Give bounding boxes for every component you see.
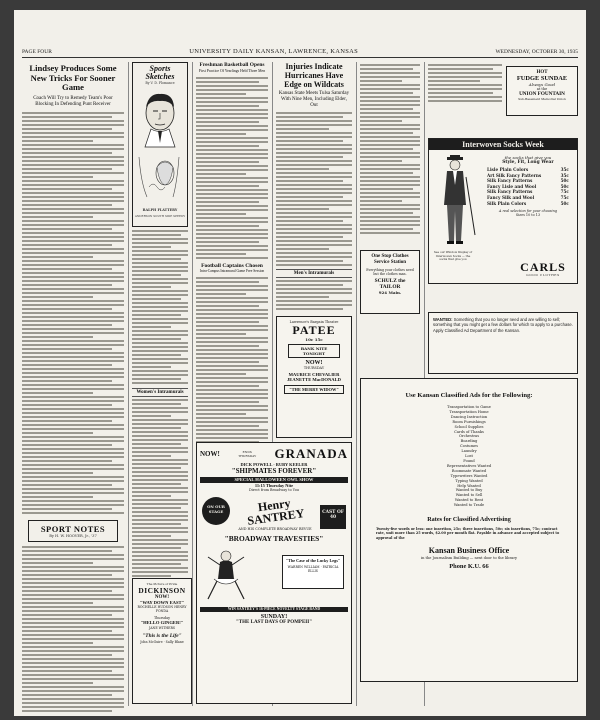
classified-item: Transportation Home xyxy=(449,409,489,414)
headline-freshman: Freshman Basketball Opens xyxy=(199,62,265,68)
classified-item: Typewriters Wanted xyxy=(450,473,488,478)
patee-name: PATEE xyxy=(292,323,336,337)
sports-sketches-byline: By V. D. Flomance xyxy=(145,81,175,85)
granada-now: NOW! xyxy=(200,450,220,458)
onestop-line: Everything your clothes need but the clothes man. xyxy=(366,268,414,276)
office-phone: Phone K.U. 66 xyxy=(449,563,489,571)
article-body-mens xyxy=(276,280,352,312)
subhead-freshman: First Practice Of Yearlings Held Three Men xyxy=(198,69,266,74)
patee-bank-nite: BANK NITE TONIGHT xyxy=(288,344,340,358)
granada-name: GRANADA xyxy=(274,446,348,461)
article-body-col5 xyxy=(360,64,420,234)
article-body-col6 xyxy=(428,64,502,102)
granada-sunday: SUNDAY! xyxy=(260,614,288,621)
sock-item-name: Lisle Plain Colors xyxy=(487,167,529,172)
office-sub: in the Journalism Building — next door to the library xyxy=(420,556,518,561)
article-body-lindsey xyxy=(22,112,124,514)
classified-item: Roommate Wanted xyxy=(451,468,487,473)
granada-film: "SHIPMATES FOREVER" xyxy=(231,467,317,475)
classified-item: Representatives Wanted xyxy=(446,463,492,468)
sock-item-price: 35c xyxy=(560,172,569,178)
classified-item: Laundry xyxy=(461,449,477,454)
column-4 xyxy=(276,62,352,312)
granada-stars: DICK POWELL · RUBY KEELER xyxy=(240,462,308,467)
socks-window: See our Window Display of Interwoven Socks — the socks that give you xyxy=(433,250,473,262)
sketch-caption-name: RALPH FLATTERY xyxy=(142,207,178,212)
socks-price-list xyxy=(481,167,575,206)
fudge-always: Always Good xyxy=(528,82,556,88)
sock-item-price: 50c xyxy=(560,183,569,189)
column-1 xyxy=(22,62,124,712)
ad-hot-fudge xyxy=(506,66,578,116)
subhead-lindsey: Coach Will Try to Remedy Team's Poor Blocking In Defending Punt Receiver xyxy=(33,95,113,107)
granada-act: Henry SANTREY xyxy=(246,495,306,528)
socks-title: Interwoven Socks Week xyxy=(429,139,577,150)
classified-item: Found xyxy=(463,458,475,463)
sport-notes-title: SPORT NOTES xyxy=(40,523,106,534)
classified-item: Dancing Instruction xyxy=(450,414,488,419)
fudge-at: at the xyxy=(536,87,548,92)
dickinson-now: NOW! xyxy=(154,595,170,600)
sock-item-price: 50c xyxy=(560,178,569,184)
ad-one-stop-clothes xyxy=(360,250,420,314)
portrait-sketch-icon xyxy=(135,87,185,205)
column-rule xyxy=(192,62,193,706)
socks-tagline2: Style, Fit, Long Wear xyxy=(502,160,554,165)
granada-special: SPECIAL HALLOWEEN OWL SHOW xyxy=(200,477,348,483)
classified-item: Costumes xyxy=(460,444,478,449)
classified-item: Wanted to Buy xyxy=(455,488,483,493)
patee-tagline: Lawrence's Bargain Theatre xyxy=(289,320,339,324)
fudge-hot: HOT xyxy=(536,70,548,75)
classified-item: Room Furnishings xyxy=(452,419,486,424)
sketch-caption-sub: ANDERSON SOUTH SIDE SPEEDY xyxy=(134,213,186,218)
sports-sketches-title: Sports Sketches xyxy=(145,64,175,81)
classified-list xyxy=(409,405,529,508)
column-3 xyxy=(196,62,268,492)
granada-onstage: ON OUR STAGE xyxy=(202,497,230,525)
patee-prices: 10c 15c xyxy=(305,337,323,342)
granada-feature-stars: WARREN WILLIAM · PATRICIA ELLIS xyxy=(287,565,339,573)
sport-notes-byline: By H. W. HOOVER, Jr., '37 xyxy=(49,533,97,538)
sports-sketches-box xyxy=(132,62,188,227)
classified-item: Cards of Thanks xyxy=(454,429,484,434)
headline-injuries: Injuries Indicate Hurricanes Have Edge on Wildcats xyxy=(284,62,344,89)
granada-special-sub: Direct from Broadway to You xyxy=(249,488,299,492)
classified-item: Typing Wanted xyxy=(455,478,483,483)
subhead-injuries: Kansas State Meets Tulsa Saturday With Nine Men, Including Elder, Out xyxy=(278,91,350,108)
column-rule xyxy=(128,62,129,706)
sock-item-name: Silk Fancy Patterns xyxy=(487,178,533,184)
classified-item: Lost xyxy=(465,454,473,459)
ad-classified xyxy=(360,378,578,682)
column-5 xyxy=(360,62,420,242)
sock-item-price: 75c xyxy=(560,189,569,195)
classified-item: Wanted to Trade xyxy=(453,503,485,508)
patee-now: NOW! xyxy=(305,360,323,366)
fudge-store: UNION FOUNTAIN xyxy=(519,91,565,98)
classified-item: Orchestras xyxy=(458,434,480,439)
sock-item-price: 75c xyxy=(560,194,569,200)
sport-notes-box xyxy=(28,520,118,543)
classified-item: Wanted to Sell xyxy=(455,493,483,498)
dancer-figure-icon xyxy=(204,549,248,605)
ad-dickinson xyxy=(132,578,192,704)
dickinson-thursday: Thursday xyxy=(153,616,171,621)
office-name: Kansan Business Office xyxy=(428,546,510,556)
rates-title: Rates for Classified Advertising xyxy=(427,516,511,524)
article-body-sport-notes xyxy=(22,546,124,712)
article-body-womens xyxy=(132,399,188,601)
classified-item: Wanted to Rent xyxy=(454,498,484,503)
granada-cast: CAST OF 40 xyxy=(320,505,346,529)
patee-film: "THE MERRY WIDOW" xyxy=(284,385,344,394)
sock-item-name: Art Silk Fancy Patterns xyxy=(487,172,542,178)
socks-store: CARLS xyxy=(520,260,566,274)
page-number: PAGE FOUR xyxy=(22,48,52,55)
subhead-football-captains: Intra-Campus Intramural Game Free Session xyxy=(199,269,265,274)
sock-item-price: 35c xyxy=(560,167,569,172)
sock-item-name: Fancy Silk and Wool xyxy=(487,194,535,200)
headline-football-captains: Football Captains Chosen xyxy=(201,263,263,269)
dickinson-stars3: John McGuire · Sally Blane xyxy=(140,639,184,644)
wanted-heading: WANTED: xyxy=(433,317,453,322)
granada-ends: ENDS THURSDAY xyxy=(238,450,257,458)
ad-interwoven-socks xyxy=(428,138,578,284)
granada-act-sub: AND HIS COMPLETE BROADWAY REVUE xyxy=(238,527,312,531)
socks-sizes: Sizes 10 to 13 xyxy=(515,213,541,218)
patee-star2: JEANETTE MacDONALD xyxy=(287,377,341,382)
ad-wanted xyxy=(428,312,578,374)
dickinson-film3: "This is the Life" xyxy=(142,632,182,639)
dickinson-name: DICKINSON xyxy=(138,586,186,595)
granada-feature: "The Case of the Lucky Legs" xyxy=(285,558,341,563)
gentleman-figure-icon xyxy=(433,155,479,247)
issue-date: WEDNESDAY, OCTOBER 30, 1935 xyxy=(495,48,578,55)
column-6 xyxy=(428,62,502,110)
socks-selection: A real selection for your choosing xyxy=(498,209,557,214)
granada-orch: WIN SANTREY'S 16-PIECE NOVELTY STAGE BAND xyxy=(200,607,348,612)
article-body-sketch xyxy=(132,230,188,384)
classified-item: School Supplies xyxy=(454,424,484,429)
granada-show: "BROADWAY TRAVESTIES" xyxy=(224,534,324,543)
dickinson-stars1: ROCHELLE HUDSON HENRY FONDA xyxy=(137,605,187,614)
onestop-name: SCHULZ the TAILOR xyxy=(374,278,406,290)
classified-item: Boarding xyxy=(460,439,478,444)
womens-intramurals-title: Women's Intramurals xyxy=(132,388,188,397)
dickinson-stars2: JANE WITHERS xyxy=(148,625,176,630)
socks-store-sub: GOOD CLOTHES xyxy=(526,273,560,277)
classified-item: Transportation to Game xyxy=(447,405,491,409)
rates-text: Twenty-five words or less: one insertion, 25c; three insertions, 50c; six insertions, 75c; contract rate, unit more than 25 words, $2.00 per month flat. Payable in advance and accepted subject to approval of the xyxy=(376,527,560,540)
sock-item-name: Silk Fancy Patterns xyxy=(487,189,533,195)
dickinson-film2: "HELLO GINGER!" xyxy=(140,620,184,626)
ad-patee xyxy=(276,316,352,438)
sock-item-price: 50c xyxy=(560,200,569,206)
socks-tagline: the socks that give you xyxy=(504,155,552,160)
granada-special-time: 11:15 Thursday Nite xyxy=(254,483,294,488)
onestop-phone: 924 Main. xyxy=(378,290,402,295)
paper-title: UNIVERSITY DAILY KANSAN, LAWRENCE, KANSAS xyxy=(189,48,359,55)
granada-sunday-film: "THE LAST DAYS OF POMPEII" xyxy=(236,620,312,626)
newspaper-page xyxy=(14,10,586,716)
classified-heading: Use Kansan Classified Ads for the Following: xyxy=(405,392,533,399)
sock-item-name: Fancy Lisle and Wool xyxy=(487,183,537,189)
article-body-injuries xyxy=(276,112,352,266)
sock-item-name: Silk Plain Colors xyxy=(487,200,527,206)
masthead xyxy=(22,46,578,58)
dickinson-pride: The Picture of Pride xyxy=(146,582,178,586)
classified-item: Help Wanted xyxy=(457,483,481,488)
ad-granada xyxy=(196,442,352,704)
column-rule xyxy=(356,62,357,706)
headline-lindsey: Lindsey Produces Some New Tricks For Sooner Game xyxy=(29,63,117,93)
patee-showing: THURSDAY xyxy=(303,366,325,370)
mens-intramurals-title: Men's Intramurals xyxy=(276,269,352,278)
article-body-freshman xyxy=(196,77,268,259)
onestop-title: One Stop Clothes Service Station xyxy=(371,254,409,265)
sock-price-row xyxy=(481,201,575,207)
wanted-text: Something that you no longer need and are willing to sell; something that you might get a few dollars for which to apply to a purchase. Apply Classified Ad Department of the Kansan. xyxy=(433,317,573,333)
patee-star1: MAURICE CHEVALIER xyxy=(288,372,340,377)
fudge-title: FUDGE SUNDAE xyxy=(516,75,568,83)
dickinson-film1: "WAY DOWN EAST" xyxy=(139,600,185,605)
fudge-sub: Sub-Basement Memorial Union xyxy=(518,97,566,102)
